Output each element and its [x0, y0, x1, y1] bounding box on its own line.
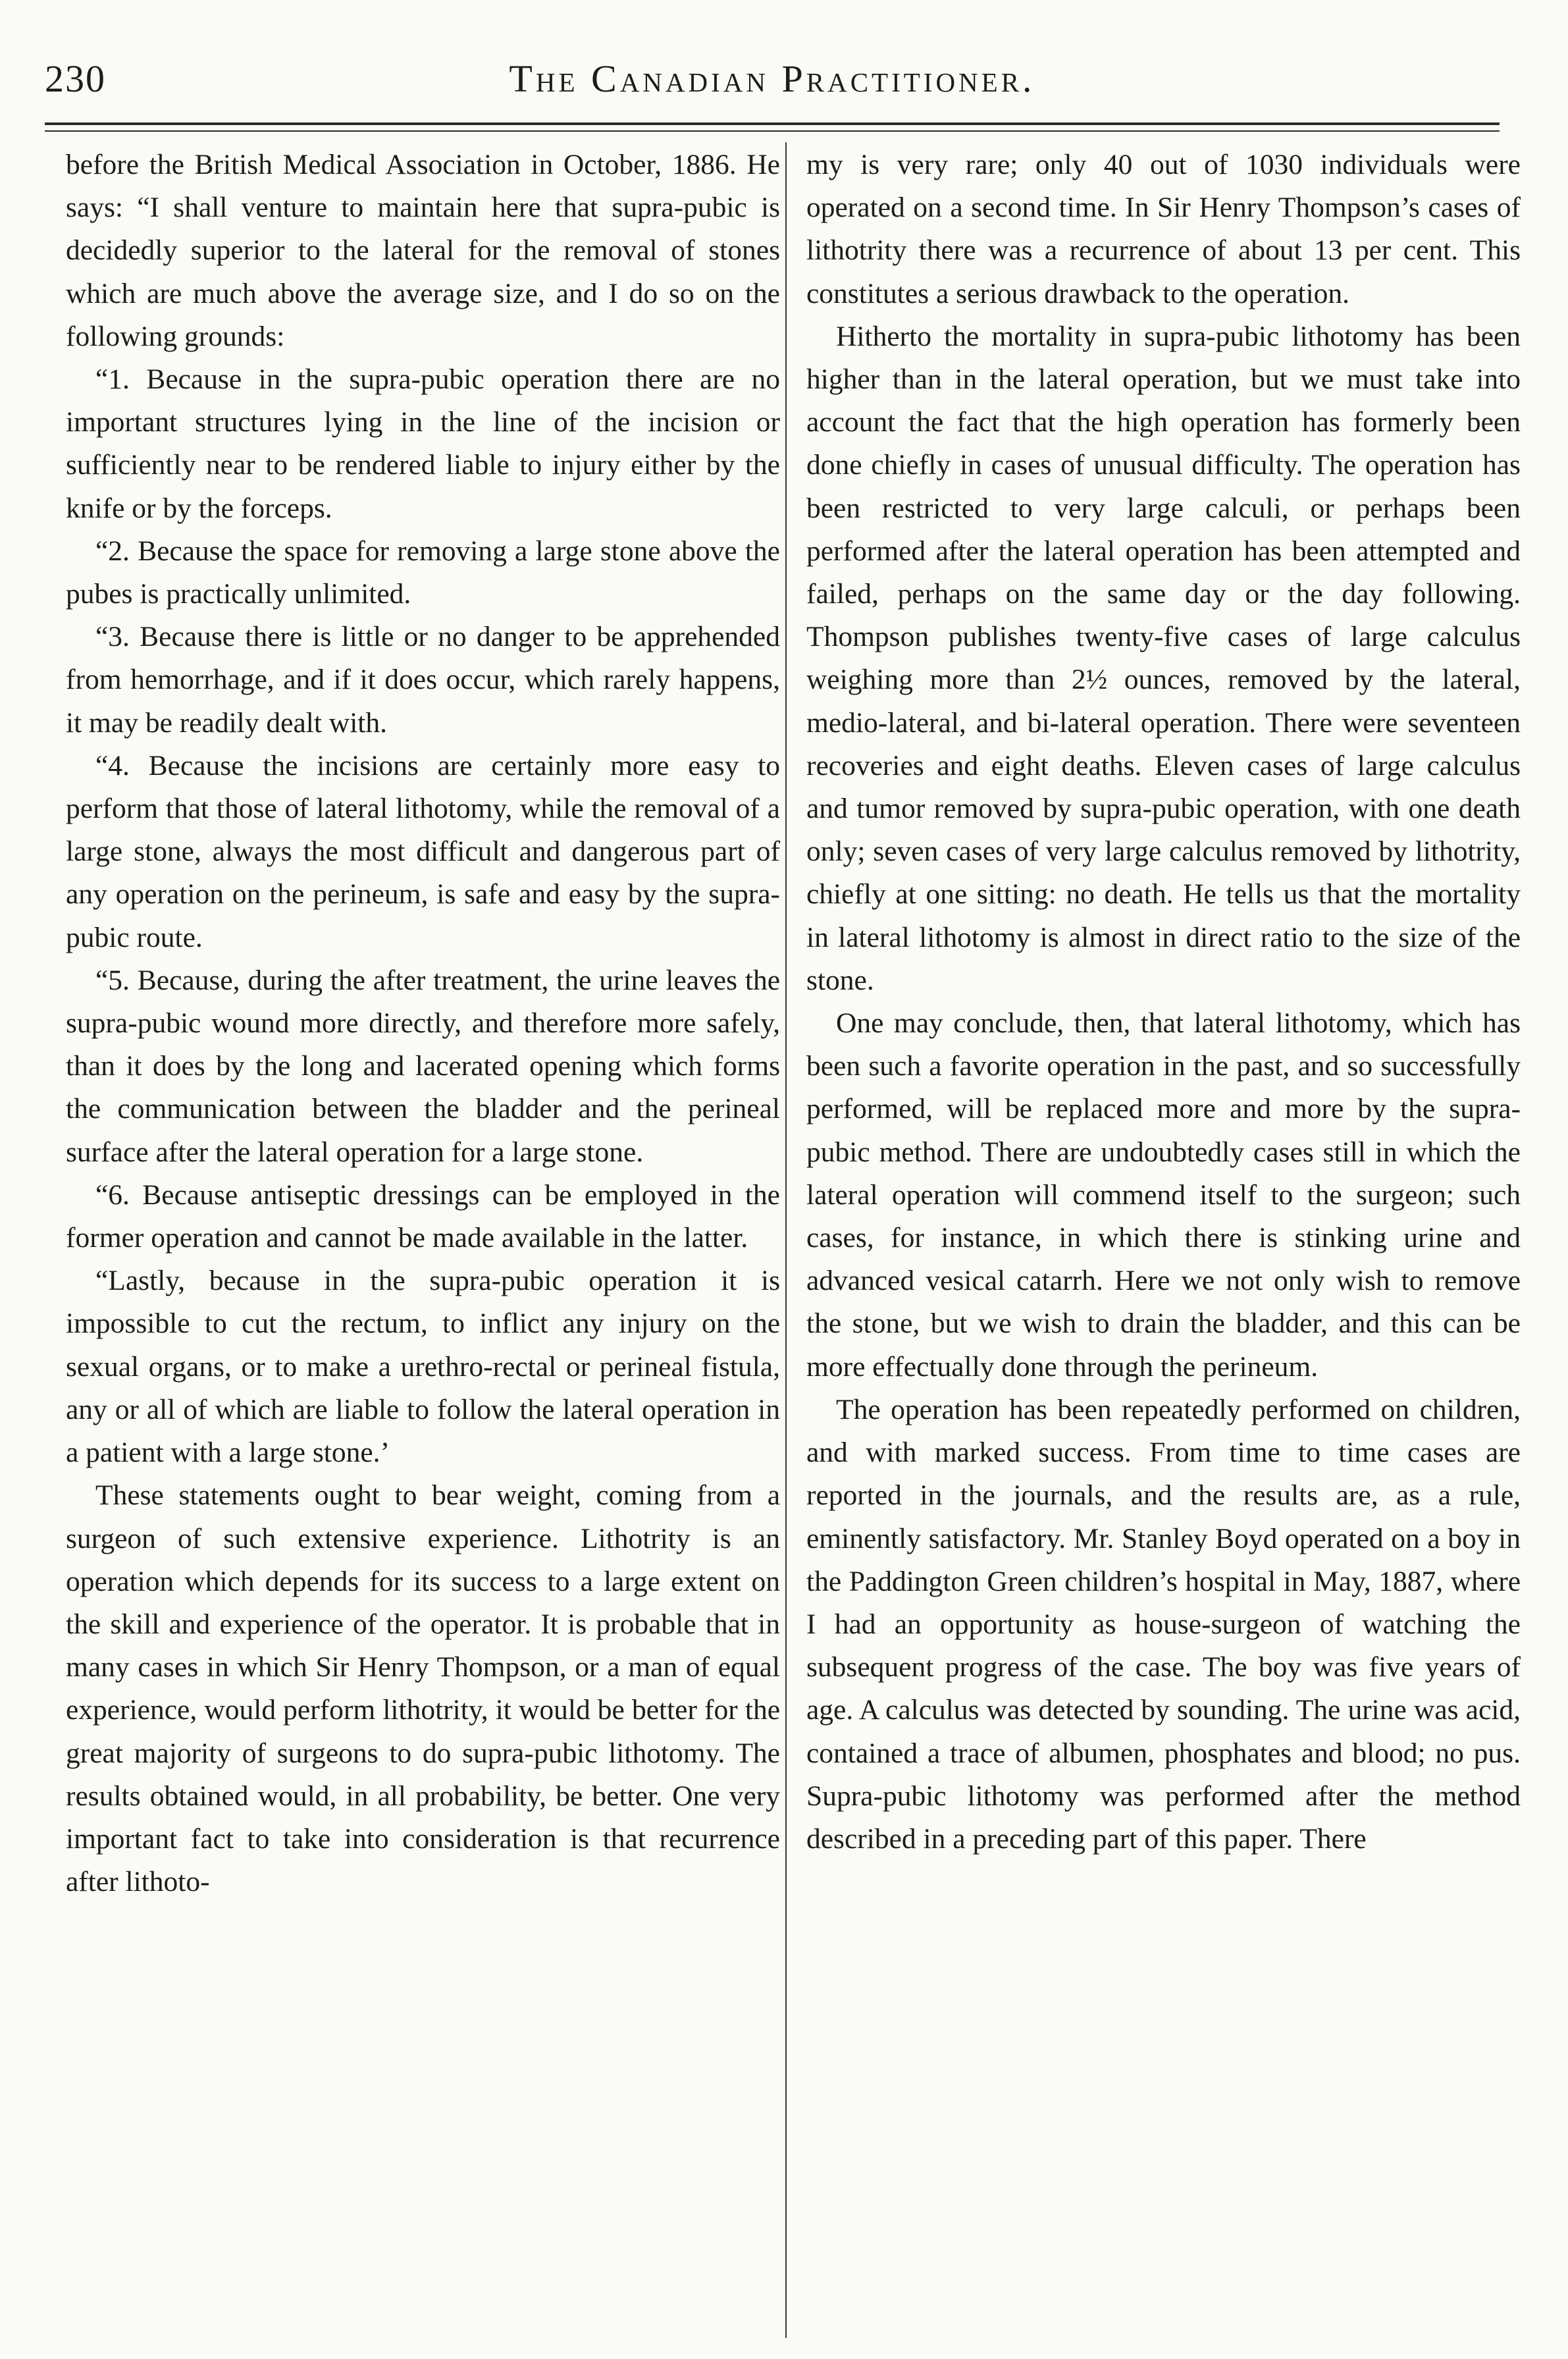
paragraph: Hitherto the mortality in supra-pubic lithotomy has been higher than in the lateral operation, but we must take into account the fact that the high operation has formerly been done chiefly in cases of unusual difficulty. The operation has been restricted to very large calculi, or perhaps been performed after the lateral operation has been attempted and failed, perhaps on the same day or the day following. Thompson publishes twenty-five cases of large calculus weighing more than 2½ ounces, removed by the lateral, medio-lateral, and bi-lateral operation. There were seventeen recoveries and eight deaths. Eleven cases of large calculus and tumor removed by supra-pubic operation, with one death only; seven cases of very large calculus removed by lithotrity, chiefly at one sitting: no death. He tells us that the mortality in lateral lithotomy is almost in direct ratio to the size of the stone.: [806, 320, 1521, 996]
paragraph: “1. Because in the supra-pubic operation there are no important structures lying in the line of the incision or sufficiently near to be rendered liable to injury either by the knife or by the forceps.: [66, 363, 780, 524]
paragraph: The operation has been repeatedly performed on children, and with marked success. From time to time cases are reported in the journals, and the results are, as a rule, eminently satisfactory. Mr. Stanley Boyd operated on a boy in the Paddington Green children’s hospital in May, 1887, where I had an opportunity as house-surgeon of watching the subsequent progress of the case. The boy was five years of age. A calculus was detected by sounding. The urine was acid, contained a trace of albumen, phosphates and blood; no pus. Supra-pubic lithotomy was performed after the method described in a preceding part of this paper. There: [806, 1393, 1521, 1855]
paragraph: “2. Because the space for removing a large stone above the pubes is practically unlimited.: [66, 535, 780, 610]
header-rule-thin: [45, 130, 1500, 132]
paragraph: One may conclude, then, that lateral lithotomy, which has been such a favorite operation in the past, and so successfully performed, will be replaced more and more by the supra-pubic method. There are undoubtedly cases still in which the lateral operation will commend itself to the surgeon; such cases, for instance, in which there is stinking urine and advanced vesical catarrh. Here we not only wish to remove the stone, but we wish to drain the bladder, and this can be more effectually done through the perineum.: [806, 1007, 1521, 1383]
paragraph: “4. Because the incisions are certainly more easy to perform that those of lateral lithotomy, while the removal of a large stone, always the most difficult and dangerous part of any operation on the perineum, is safe and easy by the supra-pubic route.: [66, 749, 780, 953]
right-column: [806, 144, 1521, 2336]
paragraph: These statements ought to bear weight, coming from a surgeon of such extensive experience. Lithotrity is an operation which depends for its success to a large extent on the skill and experience of the operator. It is probable that in many cases in which Sir Henry Thompson, or a man of equal experience, would perform lithotrity, it would be better for the great majority of surgeons to do supra-pubic lithotomy. The results obtained would, in all probability, be better. One very important fact to take into consideration is that recurrence after lithoto-: [66, 1479, 780, 1898]
column-divider: [785, 142, 787, 2338]
paragraph: my is very rare; only 40 out of 1030 individuals were operated on a second time. In Sir Henry Thompson’s cases of lithotrity there was a recurrence of about 13 per cent. This constitutes a serious drawback to the operation.: [806, 149, 1521, 309]
paragraph: “5. Because, during the after treatment, the urine leaves the supra-pubic wound more directly, and therefore more safely, than it does by the long and lacerated opening which forms the communication between the bladder and the perineal surface after the lateral operation for a large stone.: [66, 964, 780, 1168]
header-rule: [45, 122, 1500, 125]
paragraph: “3. Because there is little or no danger to be apprehended from hemorrhage, and if it does occur, which rarely happens, it may be readily dealt with.: [66, 621, 780, 739]
running-title: The Canadian Practitioner.: [509, 57, 1035, 100]
page-number: 230: [45, 57, 106, 100]
paragraph: before the British Medical Association in October, 1886. He says: “I shall venture to maintain here that supra-pubic is decidedly superior to the lateral for the removal of stones which are much above the average size, and I do so on the following grounds:: [66, 149, 780, 352]
paragraph: “Lastly, because in the supra-pubic operation it is impossible to cut the rectum, to inflict any injury on the sexual organs, or to make a urethro-rectal or perineal fistula, any or all of which are liable to follow the lateral operation in a patient with a large stone.’: [66, 1265, 780, 1469]
paragraph: “6. Because antiseptic dressings can be employed in the former operation and cannot be made available in the latter.: [66, 1179, 780, 1254]
page-header: [45, 46, 1500, 119]
left-column: [66, 144, 780, 2336]
